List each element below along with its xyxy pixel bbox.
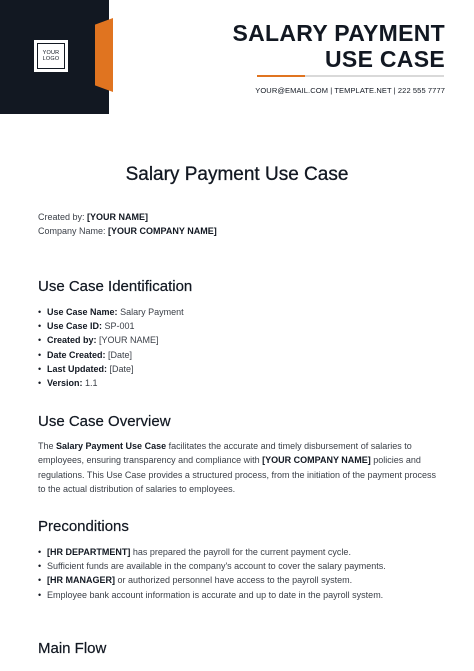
item-label: Created by: (47, 335, 97, 346)
overview-text: facilitates the accurate and timely disbursement of salaries to employees, ensuring transparency and compliance with (38, 441, 412, 466)
list-item (38, 348, 438, 362)
item-bold: [HR MANAGER] (47, 575, 115, 586)
item-text: or authorized personnel have access to the payroll system. (115, 575, 353, 586)
item-label: Version: (47, 378, 83, 389)
item-text: Employee bank account information is accurate and up to date in the payroll system. (47, 589, 384, 600)
created-by-value: [YOUR NAME] (87, 212, 149, 222)
header-divider (257, 75, 444, 77)
item-bold: [HR DEPARTMENT] (47, 547, 131, 557)
section-heading-preconditions: Preconditions (38, 518, 129, 535)
company-name (38, 226, 217, 236)
item-label: Last Updated: (47, 363, 108, 374)
item-text: has prepared the payroll for the current payment cycle. (130, 547, 351, 557)
list-item (38, 573, 438, 587)
company-name-label: Company Name: (38, 226, 106, 236)
item-value: [Date] (109, 363, 134, 374)
overview-text: The (38, 441, 57, 451)
list-item (38, 545, 438, 559)
preconditions-list (38, 545, 438, 602)
header-title-line1: SALARY PAYMENT (232, 20, 445, 46)
company-name-value: [YOUR COMPANY NAME] (108, 226, 217, 236)
item-value: [Date] (108, 349, 133, 360)
list-item (38, 305, 438, 319)
overview-bold: Salary Payment Use Case (56, 441, 167, 451)
section-heading-main-flow: Main Flow (38, 640, 107, 657)
list-item (38, 362, 438, 376)
section-heading-overview: Use Case Overview (38, 413, 171, 430)
header-title (232, 20, 445, 72)
item-value: [YOUR NAME] (99, 335, 159, 346)
header-accent-tab (95, 18, 113, 92)
created-by-label: Created by: (38, 212, 85, 222)
item-value: SP-001 (104, 321, 135, 332)
logo (34, 40, 68, 72)
header-title-line2: USE CASE (325, 46, 445, 72)
item-label: Use Case ID: (47, 321, 103, 332)
list-item (38, 376, 438, 390)
overview-paragraph (38, 439, 438, 497)
list-item (38, 559, 438, 573)
overview-bold: [YOUR COMPANY NAME] (262, 455, 371, 466)
list-item (38, 588, 438, 602)
item-label: Use Case Name: (47, 307, 118, 317)
created-by (38, 212, 148, 222)
list-item (38, 319, 438, 333)
logo-text: YOUR LOGO (42, 49, 60, 62)
item-value: Salary Payment (120, 307, 184, 317)
header-contact: YOUR@EMAIL.COM | TEMPLATE.NET | 222 555 7777 (255, 86, 445, 95)
item-text: Sufficient funds are available in the company's account to cover the salary payments. (47, 561, 386, 572)
list-item (38, 333, 438, 347)
identification-list (38, 305, 438, 390)
item-value: 1.1 (85, 378, 98, 389)
document-title: Salary Payment Use Case (125, 164, 349, 185)
section-heading-identification: Use Case Identification (38, 278, 193, 295)
overview-text: policies and regulations. This Use Case provides a structured process, from the initiation of the payment process to the actual distribution of salaries to employees. (38, 455, 437, 495)
item-label: Date Created: (47, 349, 106, 360)
